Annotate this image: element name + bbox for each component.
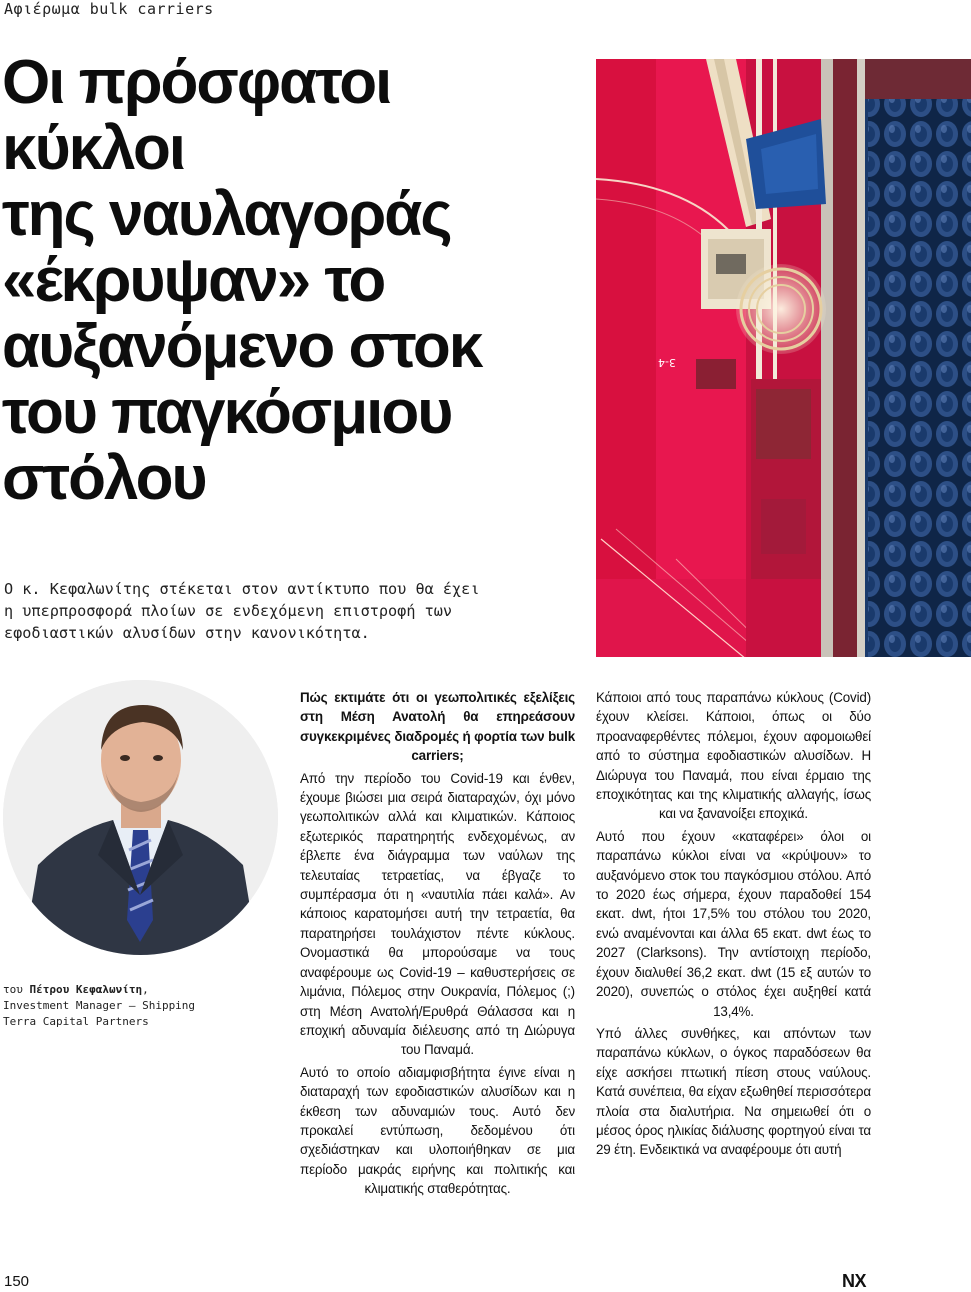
author-company: Terra Capital Partners [3,1015,149,1028]
lede-line: εφοδιαστικών αλυσίδων στην κανονικότητα. [4,624,370,642]
headline-line: του παγκόσμιου [2,378,452,447]
author-byline [3,982,273,1030]
byline-prefix: του [3,983,30,996]
section-kicker: Αφιέρωμα bulk carriers [4,0,214,18]
headline-line: της ναυλαγοράς [2,180,451,249]
author-role: Investment Manager – Shipping [3,999,196,1012]
lede-line: η υπερπροσφορά πλοίων σε ενδεχόμενη επιστροφή των [4,602,453,620]
article-paragraph: Κάποιοι από τους παραπάνω κύκλους (Covid) έχουν κλείσει. Κάποιοι, όπως οι δύο προαναφερθέντες πόλεμοι, έχουν αφομοιωθεί από το σύστημα εφοδιαστικών αλυσίδων. Η Διώρυγα του Παναμά, που είναι έρμαιο της εποχικότητας και της κλιματικής αλλαγής, ίσως και να ξανανοίξει εποχικά. [596,690,871,822]
article-paragraph: Υπό άλλες συνθήκες, και απόντων των παραπάνω κύκλων, ο όγκος παραδόσεων θα είχε ασκήσει πτωτική πίεση στους ναύλους. Κατά συνέπεια, θα είχαν εξωθηθεί περισσότερα πλοία στα διαλυτήρια. Να σημειωθεί ότι ο μέσος όρος ηλικίας διάλυσης φορτηγού είναι τα 29 έτη. Ενδεικτικά να αναφέρουμε ότι αυτή [596,1025,871,1158]
article-lede [4,578,584,644]
article-paragraph: Αυτό που έχουν «καταφέρει» όλοι οι παραπάνω κύκλοι είναι να «κρύψουν» το αυξανόμενο στοκ του παγκόσμιου στόλου. Από το 2020 έως σήμερα, έχουν παραδοθεί 154 εκατ. dwt, ήτοι 17,5% του στόλου του 2020, ενώ αναμένονται και άλλα 65 εκατ. dwt έως το 2027 (Clarksons). Την αντίστοιχη περίοδο, έχουν διαλυθεί 36,2 εκατ. dwt (15 εξ αυτών το 2020), συνεπώς ο στόλος έχει αυξηθεί κατά 13,4%. [596,828,871,1019]
ship-deck-illustration [596,59,971,657]
author-portrait [3,680,278,955]
article-paragraph: Από την περίοδο του Covid-19 και ένθεν, έχουμε βιώσει μια σειρά διαταραχών, όχι μόνο γεωπολιτικών αλλά και κλιματικών. Κάποιος εξωτερικός παρατηρητής ενδεχομένως, αν έβλεπε ένα διάγραμμα των ναύλων της τελευταίας τετραετίας, να έβγαζε το συμπέρασμα ότι η «ναυτιλία πάει καλά». Αν κάποιος καρατομήσει αυτή την τετραετία, θα παρατηρήσει τουλάχιστον πέντε κύκλους. Ονομαστικά θα μπορούσαμε να τους αναφέρουμε ως Covid-19 – καθυστερήσεις σε λιμάνια, Πόλεμος στην Ουκρανία, Πόλεμος (;) στη Μέση Ανατολή/Ερυθρά Θάλασσα και η εποχική αδυναμία διέλευσης από τη Διώρυγα του Παναμά. [300,770,575,1058]
headline-line: κύκλοι [2,114,185,183]
headline-line: «έκρυψαν» το [2,246,385,315]
byline-name-line [3,982,273,998]
article-paragraph: Αυτό το οποίο αδιαμφισβήτητα έγινε είναι η διαταραχή των εφοδιαστικών αλυσίδων και η έκθεση των αδυναμιών τους. Αυτό δεν προκαλεί εντύπωση, δεδομένου ότι σχεδιάστηκαν και υλοποιήθηκαν σε μια περίοδο μακράς ειρήνης και πολιτικής και κλιματικής σταθερότητας. [300,1064,575,1197]
author-photo [3,680,278,955]
hatch-label: 3-4 [658,356,676,369]
article-headline [2,50,582,512]
article-column-2 [596,688,871,1163]
headline-line: αυξανόμενο στοκ [2,312,482,381]
headline-line: Οι πρόσφατοι [2,48,391,117]
article-column-1 [300,688,575,1202]
hero-photo-ship-deck [596,59,971,657]
byline-suffix: , [142,983,149,996]
lede-line: Ο κ. Κεφαλωνίτης στέκεται στον αντίκτυπο που θα έχει [4,580,480,598]
author-name: Πέτρου Κεφαλωνίτη [29,983,143,996]
headline-line: στόλου [2,444,206,513]
magazine-logo: NX [842,1271,867,1291]
interview-question: Πώς εκτιμάτε ότι οι γεωπολιτικές εξελίξεις στη Μέση Ανατολή θα επηρεάσουν συγκεκριμένες διαδρομές ή φορτία των bulk carriers; [300,690,575,764]
page-number: 150 [4,1273,30,1290]
